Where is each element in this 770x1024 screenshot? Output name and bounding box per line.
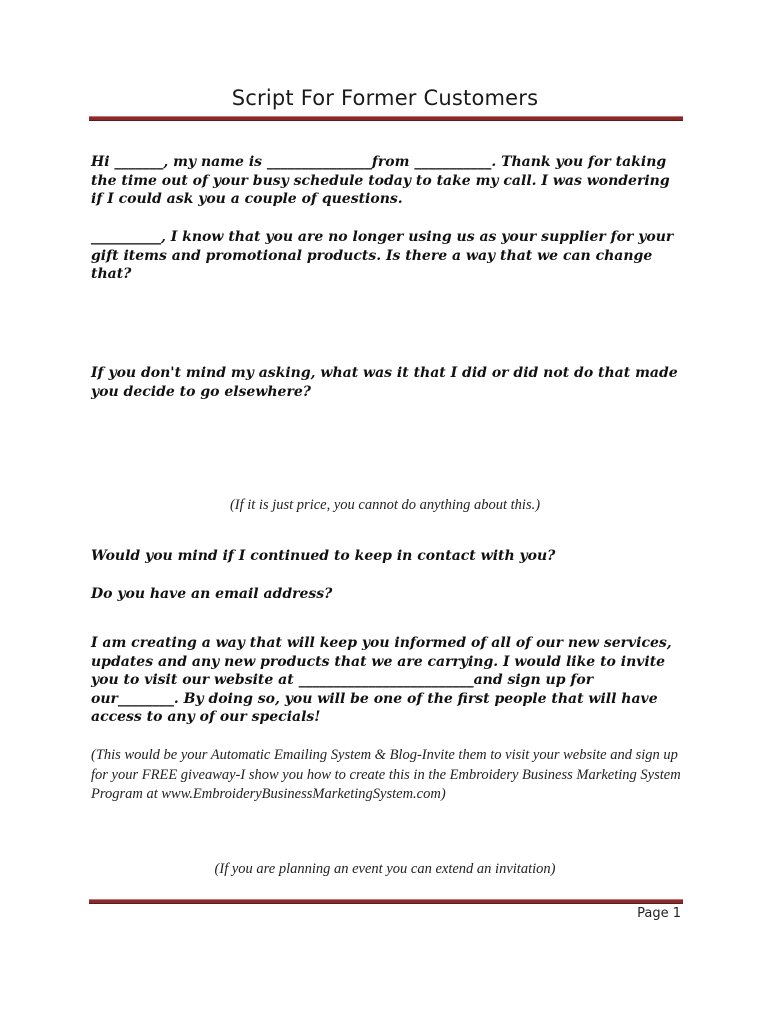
- keep-contact-paragraph: Would you mind if I continued to keep in contact with you?: [91, 548, 556, 564]
- why-left-paragraph: If you don't mind my asking, what was it that I did or did not do that made you decide to go elsewhere?: [91, 365, 678, 400]
- page-number: Page 1: [637, 906, 681, 921]
- email-question-paragraph: Do you have an email address?: [91, 586, 333, 602]
- system-note: (This would be your Automatic Emailing System & Blog-Invite them to visit your website and sign up for your FREE giveaway-I show you how to create this in the Embroidery Business Marketing System Program at www.EmbroideryBusinessMarketingSystem.com): [91, 747, 681, 802]
- footer-divider: [89, 899, 683, 904]
- website-invite-paragraph: I am creating a way that will keep you informed of all of our new services, updates and any new products that we are carrying. I would like to invite you to visit our website at _________________________and sign up for our________. By doing so, you will be one of the first people that will have access to any of our specials!: [91, 635, 672, 726]
- event-note: (If you are planning an event you can extend an invitation): [214, 861, 556, 877]
- no-longer-using-paragraph: __________, I know that you are no longer using us as your supplier for your gift items and promotional products. Is there a way that we can change that?: [91, 229, 674, 282]
- greeting-paragraph: Hi _______, my name is _______________from ___________. Thank you for taking the time out of your busy schedule today to take my call. I was wondering if I could ask you a couple of questions.: [91, 154, 670, 207]
- price-note: (If it is just price, you cannot do anything about this.): [229, 497, 541, 513]
- title-divider: [89, 116, 683, 121]
- page-title: Script For Former Customers: [231, 86, 539, 110]
